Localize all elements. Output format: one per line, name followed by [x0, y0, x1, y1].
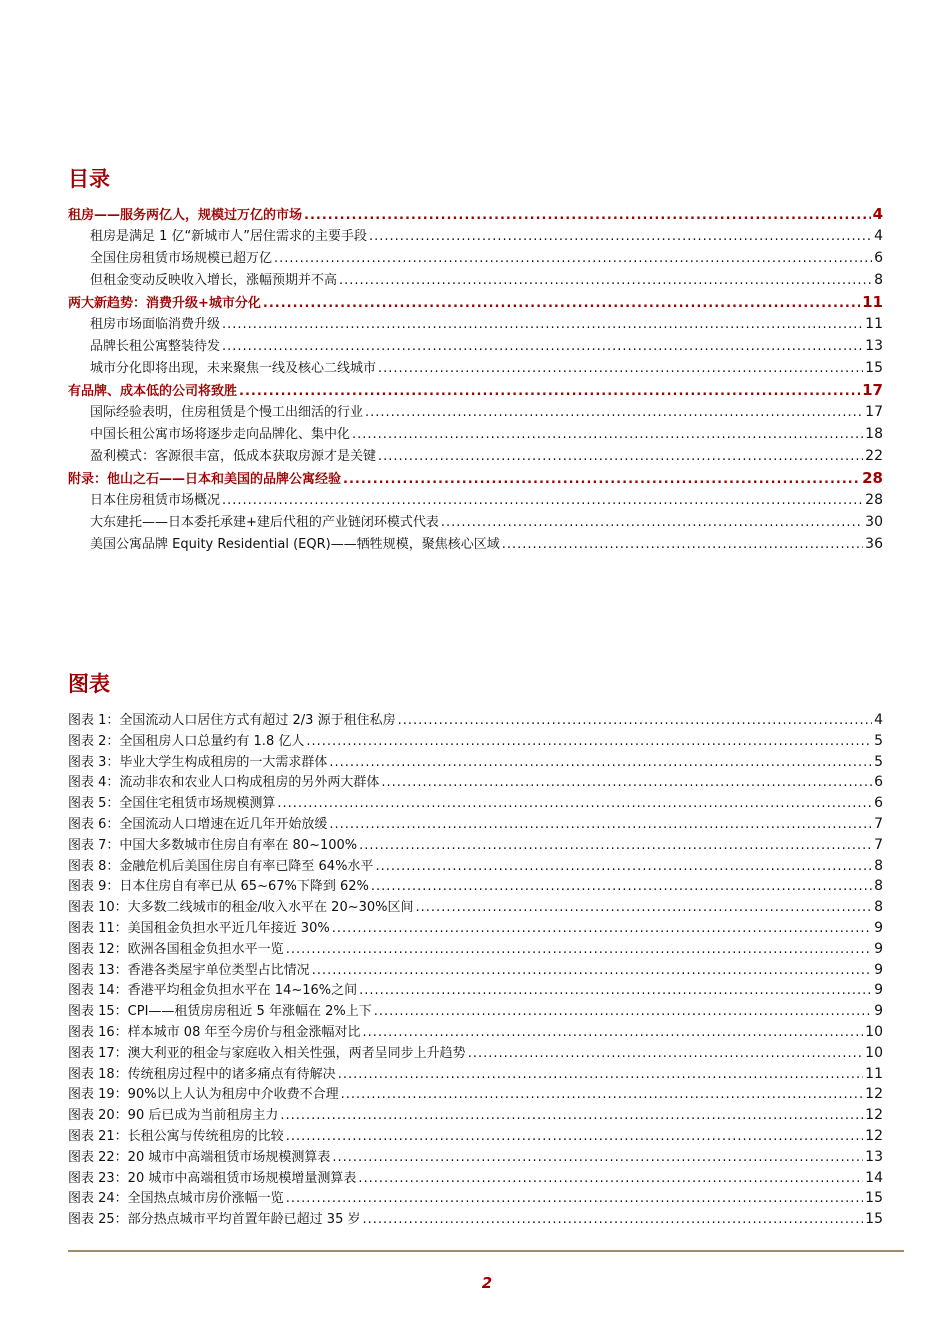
dot-leader — [222, 490, 863, 512]
figure-entry-text: 图表 14：香港平均租金负担水平在 14~16%之间 — [68, 983, 358, 999]
dot-leader — [358, 1169, 863, 1190]
figure-entry[interactable] — [68, 856, 883, 877]
toc-chapter-page: 28 — [862, 469, 883, 487]
toc-section[interactable] — [68, 247, 883, 269]
dot-leader — [341, 1085, 864, 1106]
dot-leader — [398, 711, 872, 732]
figure-entry[interactable] — [68, 710, 883, 731]
toc-chapter[interactable] — [68, 379, 883, 401]
figure-entry-page: 8 — [874, 878, 883, 895]
dot-leader — [352, 424, 863, 446]
figure-entry[interactable] — [68, 876, 883, 897]
figure-entry-text: 图表 15：CPI——租赁房房租近 5 年涨幅在 2%上下 — [68, 1004, 372, 1020]
toc-chapter-page: 17 — [862, 381, 883, 399]
figure-entry[interactable] — [68, 835, 883, 856]
dot-leader — [329, 753, 872, 774]
toc-section[interactable] — [68, 511, 883, 533]
dot-leader — [239, 381, 860, 403]
toc-section-text: 日本住房租赁市场概况 — [90, 493, 221, 508]
figure-entry-page: 7 — [874, 815, 883, 832]
toc-chapter-page: 4 — [872, 205, 883, 223]
dot-leader — [338, 1065, 863, 1086]
dot-leader — [365, 402, 863, 424]
toc-section-text: 大东建托——日本委托承建+建后代租的产业链闭环模式代表 — [90, 515, 439, 530]
toc-section-page: 18 — [865, 426, 883, 442]
dot-leader — [263, 293, 860, 315]
dot-leader — [286, 1189, 863, 1210]
toc-chapter-text: 附录：他山之石——日本和美国的品牌公寓经验 — [68, 472, 342, 487]
dot-leader — [280, 1106, 863, 1127]
toc-section[interactable] — [68, 335, 883, 357]
figure-list — [68, 710, 883, 1230]
figure-entry[interactable] — [68, 1126, 883, 1147]
dot-leader — [343, 469, 860, 491]
dot-leader — [378, 446, 863, 468]
toc-section-page: 8 — [874, 272, 883, 288]
figure-entry-text: 图表 9：日本住房自有率已从 65~67%下降到 62% — [68, 879, 369, 895]
figure-entry[interactable] — [68, 897, 883, 918]
toc-section-page: 15 — [865, 360, 883, 376]
dot-leader — [359, 981, 872, 1002]
figure-entry-text: 图表 4：流动非农和农业人口构成租房的另外两大群体 — [68, 775, 380, 791]
toc-chapter-text: 两大新趋势：消费升级+城市分化 — [68, 296, 261, 311]
dot-leader — [375, 857, 872, 878]
figure-entry-text: 图表 22：20 城市中高端租赁市场规模测算表 — [68, 1149, 331, 1165]
figure-entry[interactable] — [68, 1168, 883, 1189]
figure-entry-page: 10 — [865, 1044, 883, 1061]
dot-leader — [222, 314, 863, 336]
dot-leader — [286, 940, 872, 961]
dot-leader — [416, 898, 873, 919]
figure-entry[interactable] — [68, 772, 883, 793]
toc-section-text: 品牌长租公寓整装待发 — [90, 339, 221, 354]
figure-entry-page: 7 — [874, 836, 883, 853]
toc-section-text: 租房市场面临消费升级 — [90, 317, 221, 332]
figure-entry[interactable] — [68, 752, 883, 773]
figure-entry-text: 图表 20：90 后已成为当前租房主力 — [68, 1108, 279, 1124]
figure-entry-page: 8 — [874, 899, 883, 916]
toc-section[interactable] — [68, 445, 883, 467]
figure-entry-text: 图表 12：欧洲各国租金负担水平一览 — [68, 941, 284, 957]
figure-entry-text: 图表 7：中国大多数城市住房自有率在 80~100% — [68, 837, 358, 853]
dot-leader — [304, 205, 871, 227]
figure-entry-text: 图表 24：全国热点城市房价涨幅一览 — [68, 1191, 284, 1207]
figure-entry-page: 13 — [865, 1148, 883, 1165]
figure-entry[interactable] — [68, 814, 883, 835]
figure-entry[interactable] — [68, 1105, 883, 1126]
figure-entry-text: 图表 18：传统租房过程中的诸多痛点有待解决 — [68, 1066, 336, 1082]
figure-entry[interactable] — [68, 960, 883, 981]
figure-entry[interactable] — [68, 939, 883, 960]
toc-section-page: 6 — [874, 250, 883, 266]
toc-section[interactable] — [68, 269, 883, 291]
toc-section-page: 4 — [874, 228, 883, 244]
figure-entry-page: 12 — [865, 1107, 883, 1124]
toc-section-text: 中国长租公寓市场将逐步走向品牌化、集中化 — [90, 427, 351, 442]
figure-entry[interactable] — [68, 980, 883, 1001]
toc-section-page: 17 — [865, 404, 883, 420]
figure-entry[interactable] — [68, 1084, 883, 1105]
figure-entry-page: 9 — [874, 982, 883, 999]
toc-chapter[interactable] — [68, 203, 883, 225]
figure-entry-page: 6 — [874, 795, 883, 812]
dot-leader — [274, 248, 872, 270]
figure-entry-text: 图表 8：金融危机后美国住房自有率已降至 64%水平 — [68, 858, 374, 874]
dot-leader — [362, 1023, 863, 1044]
toc-chapter-text: 有品牌、成本低的公司将致胜 — [68, 384, 238, 399]
dot-leader — [339, 270, 872, 292]
figure-entry-page: 12 — [865, 1127, 883, 1144]
figure-entry-text: 图表 23：20 城市中高端租赁市场规模增量测算表 — [68, 1170, 357, 1186]
figure-entry-page: 8 — [874, 857, 883, 874]
figure-entry-text: 图表 2：全国租房人口总量约有 1.8 亿人 — [68, 733, 305, 749]
dot-leader — [306, 732, 872, 753]
toc-section-page: 30 — [865, 514, 883, 530]
figure-entry-page: 15 — [865, 1190, 883, 1207]
figure-entry-page: 4 — [874, 712, 883, 728]
toc-section[interactable] — [68, 225, 883, 247]
toc-section[interactable] — [68, 313, 883, 335]
toc-section-text: 城市分化即将出现，未来聚焦一线及核心二线城市 — [90, 361, 377, 376]
toc-section[interactable] — [68, 357, 883, 379]
dot-leader — [371, 877, 872, 898]
figure-entry-page: 9 — [874, 919, 883, 936]
figure-entry-page: 9 — [874, 1003, 883, 1020]
toc-title: 目录 — [68, 166, 110, 191]
figure-entry[interactable] — [68, 731, 883, 752]
figure-entry-text: 图表 11：美国租金负担水平近几年接近 30% — [68, 920, 330, 936]
toc-chapter[interactable] — [68, 291, 883, 313]
dot-leader — [332, 919, 872, 940]
figure-entry[interactable] — [68, 1147, 883, 1168]
toc-chapter-text: 租房——服务两亿人，规模过万亿的市场 — [68, 208, 303, 223]
figure-entry[interactable] — [68, 793, 883, 814]
figure-entry-page: 5 — [874, 753, 883, 770]
figure-entry-text: 图表 21：长租公寓与传统租房的比较 — [68, 1128, 284, 1144]
toc-section[interactable] — [68, 401, 883, 423]
dot-leader — [286, 1127, 863, 1148]
dot-leader — [312, 961, 872, 982]
figure-entry-text: 图表 10：大多数二线城市的租金/收入水平在 20~30%区间 — [68, 900, 414, 916]
figure-entry-page: 14 — [865, 1169, 883, 1186]
figure-entry-page: 11 — [865, 1065, 883, 1082]
figure-entry[interactable] — [68, 1043, 883, 1064]
dot-leader — [502, 534, 863, 556]
dot-leader — [378, 358, 863, 380]
figure-entry-page: 9 — [874, 961, 883, 978]
figure-entry-text: 图表 6：全国流动人口增速在近几年开始放缓 — [68, 816, 328, 832]
toc-section-page: 11 — [865, 316, 883, 332]
figure-entry-page: 9 — [874, 940, 883, 957]
figure-entry[interactable] — [68, 1209, 883, 1230]
figure-entry[interactable] — [68, 1188, 883, 1209]
dot-leader — [441, 512, 863, 534]
dot-leader — [359, 836, 872, 857]
figure-entry-text: 图表 16：样本城市 08 年至今房价与租金涨幅对比 — [68, 1024, 361, 1040]
figure-entry-text: 图表 1：全国流动人口居住方式有超过 2/3 源于租住私房 — [68, 713, 396, 728]
toc-section-text: 美国公寓品牌 Equity Residential (EQR)——牺牲规模，聚焦核心区域 — [90, 537, 500, 552]
figure-entry-text: 图表 13：香港各类屋宇单位类型占比情况 — [68, 962, 310, 978]
footer-divider — [68, 1250, 904, 1252]
toc-section[interactable] — [68, 533, 883, 555]
toc-section-text: 盈利模式：客源很丰富，低成本获取房源才是关键 — [90, 449, 377, 464]
toc-section[interactable] — [68, 423, 883, 445]
dot-leader — [374, 1002, 872, 1023]
figure-entry-page: 10 — [865, 1023, 883, 1040]
figure-entry[interactable] — [68, 1064, 883, 1085]
figure-entry-page: 5 — [874, 732, 883, 749]
figures-title: 图表 — [68, 671, 110, 696]
toc-section-page: 36 — [865, 536, 883, 552]
table-of-contents — [68, 203, 883, 555]
dot-leader — [329, 815, 872, 836]
figure-entry-text: 图表 5：全国住宅租赁市场规模测算 — [68, 796, 276, 812]
dot-leader — [369, 226, 872, 248]
figure-entry[interactable] — [68, 1022, 883, 1043]
figure-entry[interactable] — [68, 918, 883, 939]
toc-section-text: 国际经验表明，住房租赁是个慢工出细活的行业 — [90, 405, 364, 420]
toc-section-page: 13 — [865, 338, 883, 354]
figure-entry-text: 图表 19：90%以上人认为租房中介收费不合理 — [68, 1087, 339, 1103]
figure-entry-page: 15 — [865, 1211, 883, 1228]
figure-entry-page: 12 — [865, 1086, 883, 1103]
dot-leader — [222, 336, 863, 358]
dot-leader — [468, 1044, 863, 1065]
toc-section-text: 全国住房租赁市场规模已超万亿 — [90, 251, 273, 266]
figure-entry[interactable] — [68, 1001, 883, 1022]
page-number: 2 — [481, 1274, 493, 1292]
figure-entry-text: 图表 25：部分热点城市平均首置年龄已超过 35 岁 — [68, 1212, 361, 1228]
figure-entry-text: 图表 3：毕业大学生构成租房的一大需求群体 — [68, 754, 328, 770]
toc-section[interactable] — [68, 489, 883, 511]
toc-section-text: 租房是满足 1 亿“新城市人”居住需求的主要手段 — [90, 229, 368, 244]
dot-leader — [332, 1148, 863, 1169]
dot-leader — [362, 1210, 863, 1231]
toc-section-page: 28 — [865, 492, 883, 508]
toc-chapter[interactable] — [68, 467, 883, 489]
toc-chapter-page: 11 — [862, 293, 883, 311]
dot-leader — [277, 794, 872, 815]
figure-entry-text: 图表 17：澳大利亚的租金与家庭收入相关性强，两者呈同步上升趋势 — [68, 1045, 466, 1061]
toc-section-page: 22 — [865, 448, 883, 464]
dot-leader — [381, 773, 872, 794]
toc-section-text: 但租金变动反映收入增长，涨幅预期并不高 — [90, 273, 338, 288]
figure-entry-page: 6 — [874, 774, 883, 791]
